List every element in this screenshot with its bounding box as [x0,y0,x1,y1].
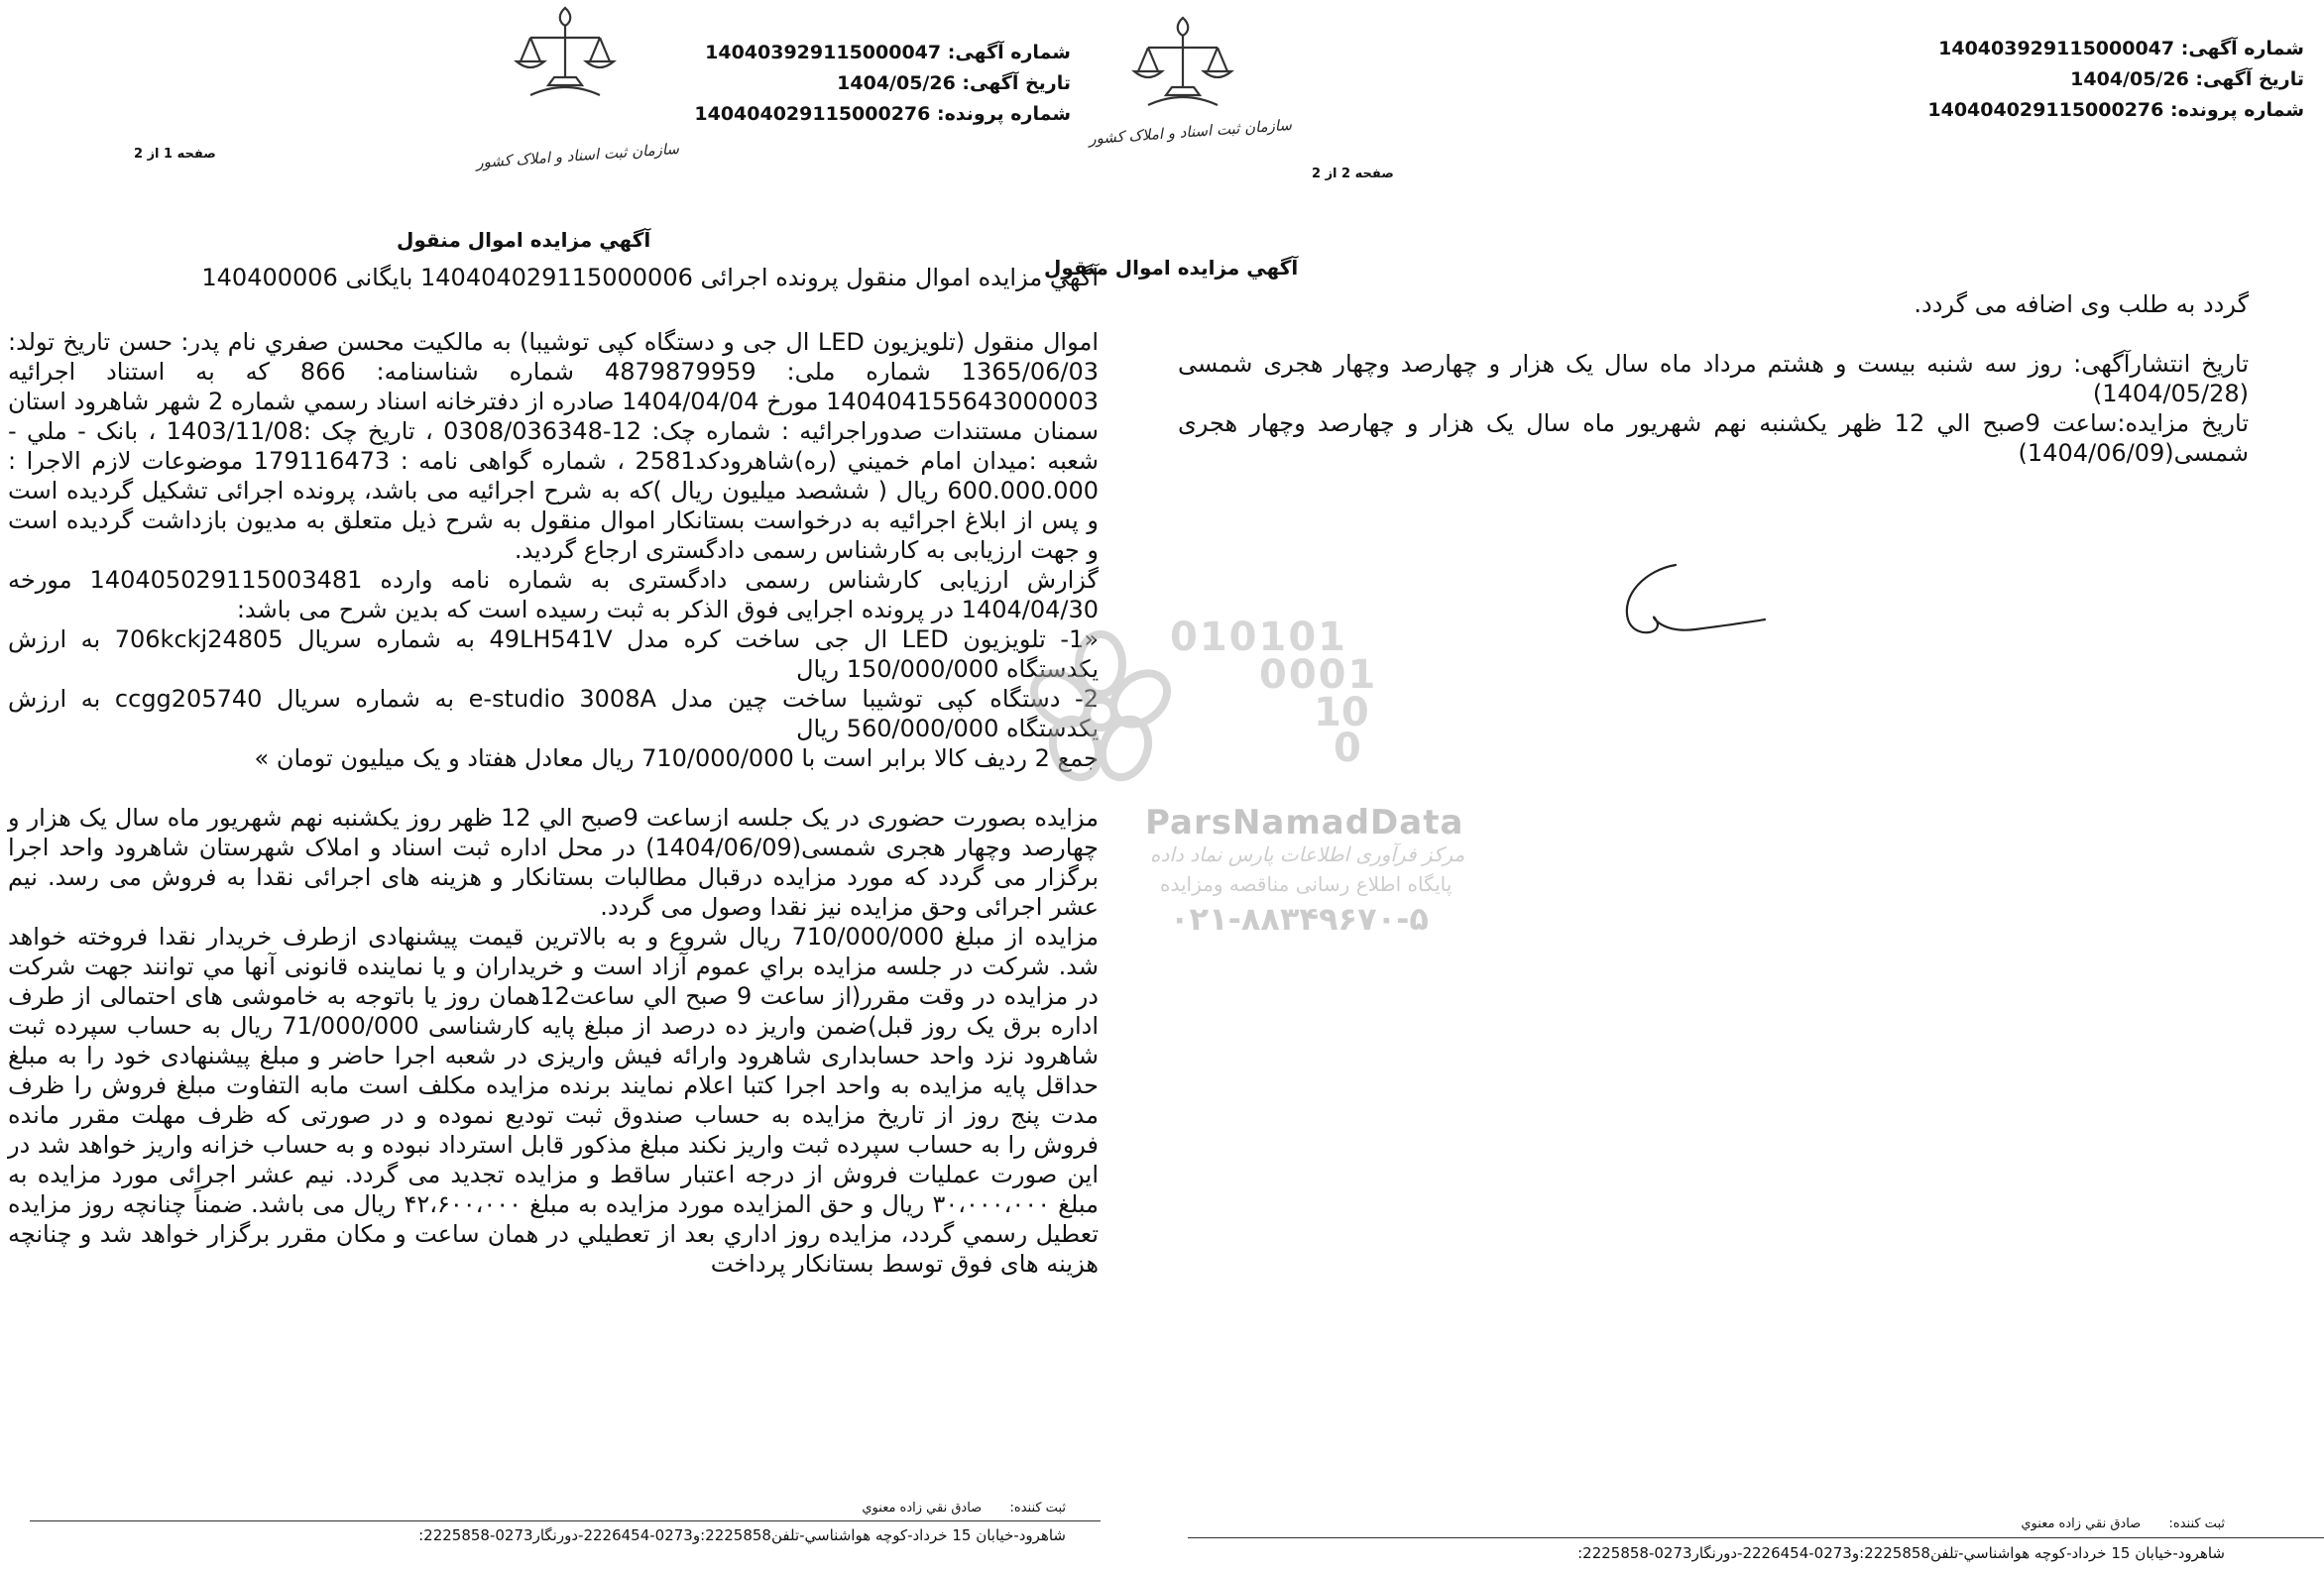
scales-of-justice-icon [1118,10,1247,119]
paragraph: گردد به طلب وی اضافه می گردد. [1914,290,2249,318]
registrar [2021,1517,2225,1531]
organization-signature: سازمان ثبت اسناد و املاک کشور [475,139,680,172]
notice-no: 140403929115000047 [705,42,942,63]
notice-meta [694,38,1071,130]
paragraph: «1- تلویزیون LED ال جی ساخت کره مدل 49LH541V به شماره سریال 706kckj24805 به ارزش یکدستگاه 150/000/000 ریال [8,625,1099,683]
notice-date: 1404/05/26 [2070,68,2189,90]
paragraph: جمع 2 ردیف کالا برابر است با 710/000/000 ریال معادل هفتاد و یک میلیون تومان » [254,744,1099,772]
organization-signature: سازمان ثبت اسناد و املاک کشور [1088,115,1293,149]
footer-address: شاهرود-خیابان 15 خرداد-کوچه هواشناسي-تلفن2225858:و0273-2226454-دورنگار0273-2225858: [418,1526,1066,1544]
footer-divider [1188,1537,2324,1538]
watermark-line-2: پایگاه اطلاع رسانی مناقصه ومزایده [1160,872,1452,896]
notice-no: 140403929115000047 [1938,38,2175,59]
footer-divider [30,1520,1101,1521]
page-number: صفحه 1 از 2 [134,147,216,162]
watermark-phone: ۰۲۱-۸۸۳۴۹۶۷۰-۵ [1170,900,1429,938]
paragraph: مزایده بصورت حضوری در یک جلسه ازساعت 9صبح الي 12 ظهر روز یکشنبه نهم شهریور ماه سال یک هزار و چهارصد وچهار هجری شمسی(1404/06/09) در محل اداره ثبت اسناد و املاک شهرستان شاهرود واحد اجرا برگزار می گردد که مورد مزایده درقبال مطالبات بستانکار و هزینه های اجرائی نقدا به فروش می رسد. نیم عشر اجرائی وحق مزایده نیز نقدا وصول می گردد. [8,804,1100,921]
watermark [754,615,1465,942]
notice-no-label: شماره آگهی: [947,42,1071,63]
case-no: 140404029115000276 [1927,99,2164,121]
footer-address: شاهرود-خیابان 15 خرداد-کوچه هواشناسي-تلفن2225858:و0273-2226454-دورنگار0273-2225858: [1577,1544,2225,1562]
judiciary-emblem [1118,10,1247,119]
notice-meta [1927,34,2304,126]
paragraph: تاریخ مزایده:ساعت 9صبح الي 12 ظهر یکشنبه نهم شهریور ماه سال یک هزار و چهارصد وچهار هجری شمسی(1404/06/09) [1178,409,2250,467]
case-no: 140404029115000276 [694,103,931,125]
notice-date-label: تاریخ آگهی: [2195,68,2304,90]
registrar [862,1501,1066,1516]
paragraph: اموال منقول (تلویزیون LED ال جی و دستگاه کپی توشیبا) به مالکیت محسن صفري نام پدر: حسن تاریخ تولد: 1365/06/03 شماره ملی: 4879879959 شماره شناسنامه: 866 که به استناد اجرائیه 140404155643000003 مورخ 1404/04/04 صادره از دفترخانه اسناد رسمي شماره 2 شهر شاهرود استان سمنان مستندات صدوراجرائیه : شماره چک: 12-0308/036348 ، تاریخ چک :1403/11/08 ، بانک - ملي - شعبه :ميدان امام خميني (ره)شاهرودکد2581 ، شماره گواهی نامه : 179116473 موضوعات لازم الاجرا : 600.000.000 ریال ( ششصد میلیون ریال )که به شرح اجرائیه می باشد، پرونده اجرائی تشکیل گردیده است و پس از ابلاغ اجرائیه به درخواست بستانکار اموال منقول به شرح ذیل متعلق به مدیون بازداشت گردیده است و جهت ارزیابی به کارشناس رسمی دادگستری ارجاع گردید. [8,328,1100,564]
watermark-brand: ParsNamadData [1145,803,1464,843]
registrar-label: ثبت کننده: [2168,1517,2225,1531]
watermark-flower-logo-icon [1016,624,1185,823]
watermark-binary-4: 0 [1334,726,1361,771]
paragraph: مزایده از مبلغ 710/000/000 ریال شروع و به بالاترین قیمت پیشنهادی ازطرف خریدار نقدا فروخته خواهد شد. شرکت در جلسه مزایده براي عموم آزاد است و خریداران و یا نماینده قانونی آنها مي توانند جهت شرکت در مزایده در وقت مقرر(از ساعت 9 صبح الي ساعت12همان روز یا باتوجه به خاموشی های احتمالی از طرف اداره برق یک روز قبل)ضمن واریز ده درصد از مبلغ پایه کارشناسی 71/000/000 ریال به حساب سپرده ثبت شاهرود نزد واحد حسابداری شاهرود وارائه فیش واریزی در شعبه اجرا حاضر و مبلغ پیشنهادی خود را به مبلغ حداقل پایه مزایده به واحد اجرا کتبا اعلام نمایند برنده مزایده مکلف است مابه التفاوت مبلغ فروش را ظرف مدت پنج روز از تاریخ مزایده به حساب صندوق ثبت تودیع نموده و در صورتی که ظرف مهلت مقرر مانده فروش را به حساب سپرده ثبت واریز نکند مبلغ مذکور قابل استرداد نبوده و به حساب خزانه واریز خواهد شد در این صورت عملیات فروش از درجه اعتبار ساقط و مزایده تجدید می گردد. نیم عشر اجرائی مورد مزایده به مبلغ ۳۰،۰۰۰،۰۰۰ ریال و حق المزایده مورد مزایده به مبلغ ۴۲،۶۰۰،۰۰۰ ریال می باشد. ضمناً چنانچه روز مزایده تعطیل رسمي گردد، مزایده روز اداري بعد از تعطیلي در همان ساعت و مکان مقرر برگزار خواهد شد و چنانچه هزینه های فوق توسط بستانکار پرداخت [8,923,1100,1278]
watermark-line-1: مرکز فرآوری اطلاعات پارس نماد داده [1150,843,1465,866]
handwritten-signature [1616,550,1775,649]
registrar-name: صادق نقي زاده معنوي [2021,1517,2142,1531]
notice-body [1178,289,2249,468]
notice-subtitle: آگهي مزايده اموال منقول پرونده اجرائی 140404029115000006 بایگانی 140400006 [201,264,1099,291]
page-title: آگهي مزايده اموال منقول [397,228,651,252]
case-no-label: شماره پرونده: [936,103,1071,125]
notice-date: 1404/05/26 [837,72,956,94]
page-title: آگهي مزايده اموال منقول [1044,256,1299,280]
registrar-label: ثبت کننده: [1009,1501,1066,1516]
watermark-binary-3: 10 [1314,690,1369,735]
watermark-binary-1: 010101 [1170,615,1347,660]
page-number: صفحه 2 از 2 [1312,167,1394,181]
watermark-binary-2: 0001 [1259,652,1378,698]
paragraph: 2- دستگاه کپی توشیبا ساخت چین مدل e-studio 3008A به شماره سریال ccgg205740 به ارزش یکدستگاه 560/000/000 ریال [8,685,1099,742]
paragraph: گزارش ارزیابی کارشناس رسمی دادگستری به شماره نامه وارده 140405029115003481 مورخه 1404/04/30 در پرونده اجرایی فوق الذکر به ثبت رسیده است که بدین شرح می باشد: [8,566,1099,623]
registrar-name: صادق نقي زاده معنوي [862,1501,983,1516]
judiciary-emblem [501,0,630,109]
scales-of-justice-icon [501,0,630,109]
notice-no-label: شماره آگهی: [2180,38,2304,59]
notice-date-label: تاریخ آگهی: [962,72,1071,94]
case-no-label: شماره پرونده: [2169,99,2304,121]
paragraph: تاریخ انتشارآگهی: روز سه شنبه بیست و هشتم مرداد ماه سال یک هزار و چهارصد وچهار هجری شمسی (1404/05/28) [1178,350,2249,407]
